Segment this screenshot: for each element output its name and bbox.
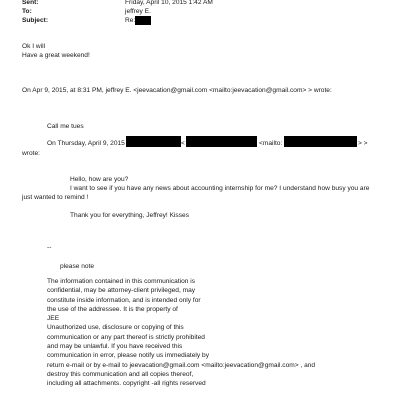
disclaimer [47,278,387,390]
disclaimer-line: constitute inside information, and is intended only for [47,296,201,304]
disclaimer-line: return e-mail or by e-mail to jeevacation@gmail.com <mailto:jeevacation@gmail.com> , and [47,361,316,369]
disclaimer-line: JEE [47,315,60,323]
quote2-attribution-end: > > [358,140,368,147]
quote2-body-line-2: just wanted to remind ! [22,194,89,201]
to-label: To: [22,8,32,15]
reply-line-2: Have a great weekend! [22,52,90,59]
signature-dashes: -- [47,244,52,251]
disclaimer-line: and may be unlawful. If you have received this [47,343,183,351]
please-note: please note [60,263,95,270]
quote2-attribution-start: On Thursday, April 9, 2015 [47,140,125,147]
redaction-bar [284,136,357,147]
quote1-attribution: On Apr 9, 2015, at 8:31 PM, jeffrey E. <jeevacation@gmail.com <mailto:jeevacation@gmail.com> > wrote: [22,87,332,94]
disclaimer-line: Unauthorized use, disclosure or copying of this [47,324,184,332]
quote2-wrote: wrote: [22,150,40,157]
quote2-body-line-1: I want to see if you have any news about accounting internship for me? I understand how busy you are [70,185,370,192]
redaction-bar [186,136,257,147]
redaction-bar [126,136,181,147]
quote2-thanks: Thank you for everything, Jeffrey! Kisses [70,212,189,219]
sent-label: Sent: [22,0,39,6]
subject-label: Subject: [22,17,49,24]
sent-value: Friday, April 10, 2015 1:42 AM [125,0,213,6]
quote2-greeting: Hello, how are you? [70,176,129,183]
disclaimer-line: destroy this communication and all copies thereof, [47,370,194,378]
disclaimer-line: The information contained in this communication is [47,278,196,285]
to-value: jeffrey E. [125,8,151,15]
quote2-attribution-lt: < [181,140,185,147]
quote1-body: Call me tues [47,123,84,130]
redaction-bar [135,16,151,25]
disclaimer-line: confidential, may be attorney-client privileged, may [47,287,196,295]
reply-line-1: Ok I will [22,43,46,50]
subject-value: Re: [125,17,136,24]
disclaimer-line: communication or any part thereof is strictly prohibited [47,333,205,341]
disclaimer-line: including all attachments. copyright -all rights reserved [47,380,206,388]
disclaimer-line: communication in error, please notify us immediately by [47,352,209,360]
quote2-attribution-mailto: <mailto: [259,140,283,147]
disclaimer-line: the use of the addressee. It is the property of [47,305,178,313]
